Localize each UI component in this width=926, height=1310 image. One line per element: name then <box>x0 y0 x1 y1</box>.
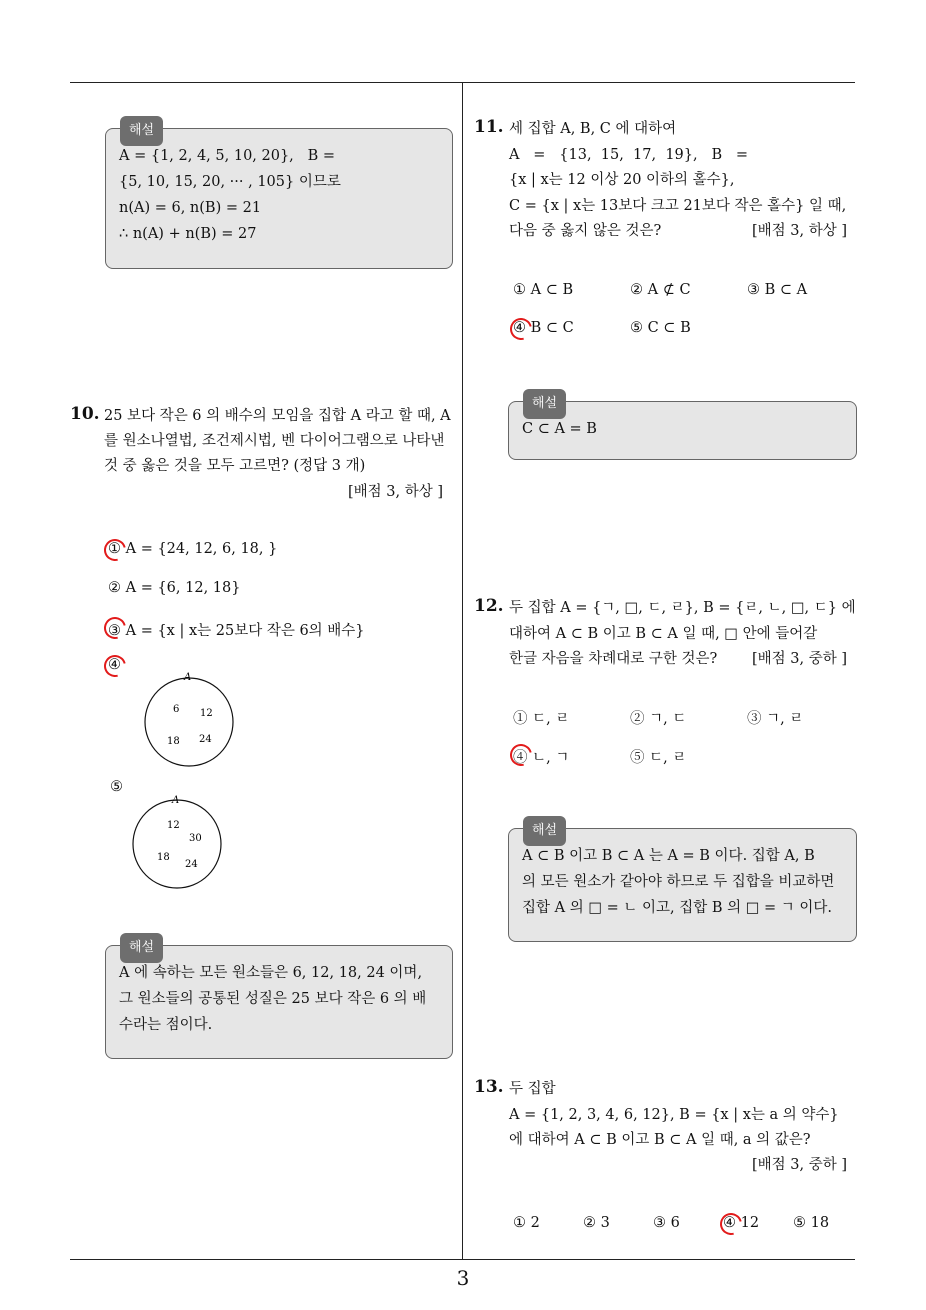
solution-box-12 <box>508 823 857 942</box>
solution-line: 그 원소들의 공통된 성질은 25 보다 작은 6 의 배 <box>119 991 427 1007</box>
bottom-rule <box>70 1259 855 1260</box>
venn-element: 6 <box>173 704 180 715</box>
venn-element: 18 <box>167 736 180 747</box>
q12-option-5[interactable]: ⑤ ㄷ, ㄹ <box>630 750 687 766</box>
question-10-line: 를 원소나열법, 조건제시법, 벤 다이어그램으로 나타낸 <box>104 433 445 449</box>
venn-element: 12 <box>167 820 180 831</box>
venn-element: 24 <box>185 859 198 870</box>
q10-option-4[interactable]: ④ <box>108 657 121 673</box>
solution-line: 집합 A 의 □ = ㄴ 이고, 집합 B 의 □ = ㄱ 이다. <box>522 900 833 916</box>
venn-element: 24 <box>199 734 212 745</box>
solution-tag: 해설 <box>523 389 566 419</box>
answer-mark <box>506 314 536 344</box>
question-13-points: [배점 3, 중하 ] <box>752 1157 848 1173</box>
q12-option-3[interactable]: ③ ㄱ, ㄹ <box>747 711 804 727</box>
question-13-number: 13. <box>474 1077 504 1097</box>
q13-option-4[interactable]: ④ 12 <box>723 1215 760 1231</box>
venn-element: 12 <box>200 708 213 719</box>
solution-box-9 <box>105 123 453 269</box>
venn-diagram-option-5 <box>130 793 230 893</box>
question-11-line: 다음 중 옳지 않은 것은? <box>509 223 662 239</box>
q11-option-1[interactable]: ① A ⊂ B <box>513 282 574 298</box>
question-13-line: A = {1, 2, 3, 4, 6, 12}, B = {x | x는 a 의 약수} <box>509 1107 839 1123</box>
solution-tag: 해설 <box>523 816 566 846</box>
question-12-points: [배점 3, 중하 ] <box>752 651 848 667</box>
q10-option-2[interactable]: ② A = {6, 12, 18} <box>108 580 241 596</box>
solution-box-11 <box>508 396 857 460</box>
venn-element: 30 <box>189 833 202 844</box>
solution-tag: 해설 <box>120 933 163 963</box>
solution-line: A 에 속하는 모든 원소들은 6, 12, 18, 24 이며, <box>119 965 423 981</box>
question-11-number: 11. <box>474 117 504 137</box>
q11-option-3[interactable]: ③ B ⊂ A <box>747 282 808 298</box>
q10-option-3[interactable]: ③ A = {x | x는 25보다 작은 6의 배수} <box>108 623 365 639</box>
q12-option-2[interactable]: ② ㄱ, ㄷ <box>630 711 687 727</box>
question-11-points: [배점 3, 하상 ] <box>752 223 848 239</box>
question-10-number: 10. <box>70 404 100 424</box>
question-13-line: 두 집합 <box>509 1081 556 1097</box>
q12-option-4[interactable]: ④ ㄴ, ㄱ <box>513 750 570 766</box>
q13-option-3[interactable]: ③ 6 <box>653 1215 680 1231</box>
venn-set-label: A <box>172 795 180 806</box>
q11-option-2[interactable]: ② A ⊄ C <box>630 282 691 298</box>
question-11-line: A = {13, 15, 17, 19}, B = <box>509 147 749 163</box>
question-11-line: {x | x는 12 이상 20 이하의 홀수}, <box>509 172 735 188</box>
venn-diagram-option-4 <box>140 670 240 770</box>
solution-line: ∴ n(A) + n(B) = 27 <box>119 226 257 242</box>
q13-option-1[interactable]: ① 2 <box>513 1215 540 1231</box>
solution-tag: 해설 <box>120 116 163 146</box>
column-divider <box>462 83 463 1260</box>
question-11-line: 세 집합 A, B, C 에 대하여 <box>509 121 677 137</box>
solution-line: {5, 10, 15, 20, ··· , 105} 이므로 <box>119 174 341 190</box>
q11-option-4[interactable]: ④ B ⊂ C <box>513 320 574 336</box>
solution-line: n(A) = 6, n(B) = 21 <box>119 200 262 216</box>
question-12-line: 한글 자음을 차례대로 구한 것은? <box>509 651 718 667</box>
solution-box-10 <box>105 940 453 1059</box>
q13-option-5[interactable]: ⑤ 18 <box>793 1215 830 1231</box>
question-10-line: 것 중 옳은 것을 모두 고르면? (정답 3 개) <box>104 458 366 474</box>
solution-line: C ⊂ A = B <box>522 421 597 437</box>
question-13-line: 에 대하여 A ⊂ B 이고 B ⊂ A 일 때, a 의 값은? <box>509 1132 811 1148</box>
question-12-line: 대하여 A ⊂ B 이고 B ⊂ A 일 때, □ 안에 들어갈 <box>509 626 818 642</box>
q10-option-5[interactable]: ⑤ <box>110 779 123 795</box>
question-12-line: 두 집합 A = {ㄱ, □, ㄷ, ㄹ}, B = {ㄹ, ㄴ, □, ㄷ} 에 <box>509 600 856 616</box>
q13-option-2[interactable]: ② 3 <box>583 1215 610 1231</box>
question-12-number: 12. <box>474 596 504 616</box>
question-11-line: C = {x | x는 13보다 크고 21보다 작은 홀수} 일 때, <box>509 198 847 214</box>
question-10-points: [배점 3, 하상 ] <box>348 484 444 500</box>
answer-mark <box>716 1209 746 1239</box>
question-10-line: 25 보다 작은 6 의 배수의 모임을 집합 A 라고 할 때, A <box>104 408 451 424</box>
q11-option-5[interactable]: ⑤ C ⊂ B <box>630 320 691 336</box>
solution-line: 의 모든 원소가 같아야 하므로 두 집합을 비교하면 <box>522 874 835 890</box>
solution-line: A = {1, 2, 4, 5, 10, 20}, B = <box>119 148 336 164</box>
answer-mark <box>100 535 130 565</box>
venn-set-label: A <box>184 672 192 683</box>
solution-line: A ⊂ B 이고 B ⊂ A 는 A = B 이다. 집합 A, B <box>522 848 815 864</box>
page-number: 3 <box>456 1266 470 1290</box>
q10-option-1[interactable]: ① A = {24, 12, 6, 18, } <box>108 541 278 557</box>
answer-mark <box>100 651 130 681</box>
venn-element: 18 <box>157 852 170 863</box>
solution-line: 수라는 점이다. <box>119 1017 213 1033</box>
q12-option-1[interactable]: ① ㄷ, ㄹ <box>513 711 570 727</box>
